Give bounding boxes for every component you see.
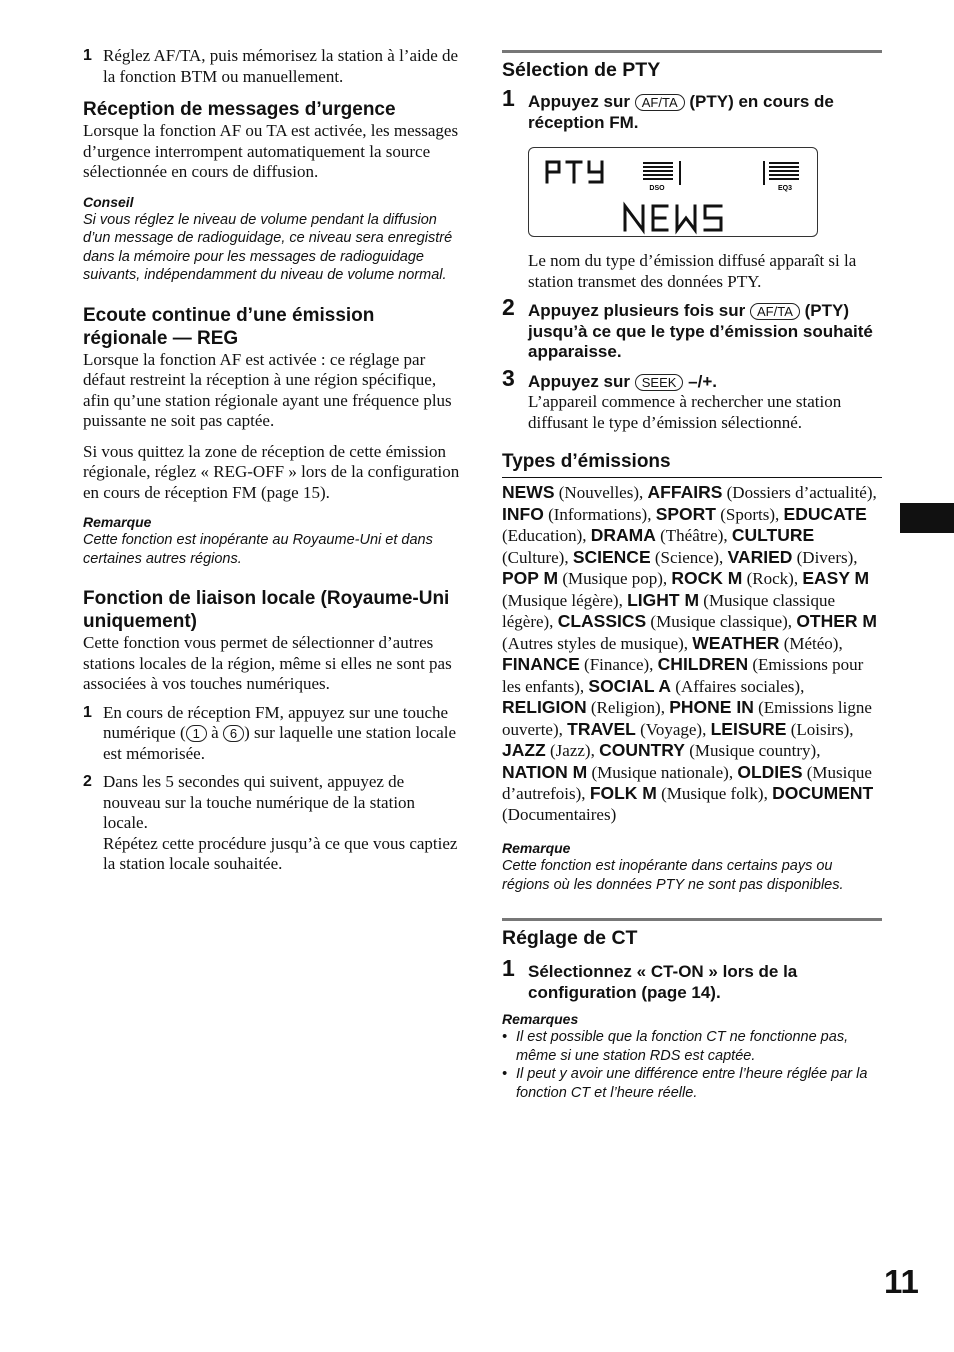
pty-type-code: RELIGION xyxy=(502,697,587,717)
bullet-text: Il peut y avoir une différence entre l’heure réglée par la fonction CT et l’heure réelle. xyxy=(516,1066,868,1101)
types-list xyxy=(502,482,882,825)
bullet-text: Il est possible que la fonction CT ne fonctionne pas, même si une station RDS est captée. xyxy=(516,1029,849,1064)
pty-section xyxy=(502,50,882,82)
types-heading-block xyxy=(502,450,882,478)
text-part: Appuyez plusieurs fois sur xyxy=(528,301,750,320)
reg-paragraph-1: Lorsque la fonction AF est activée : ce réglage par défaut restreint la réception à une région spécifique, afin qu’une station régionale ayant une fréquence plus puissante ne soit pas captée. xyxy=(83,349,452,430)
pty-type-desc: (Finance), xyxy=(579,655,658,674)
local-step-2 xyxy=(83,772,463,875)
pty-type-desc: (Nouvelles), xyxy=(554,483,648,502)
bullet-icon: • xyxy=(502,1066,508,1082)
pty-type-desc: (Emissions pour les enfants), xyxy=(502,655,864,696)
left-column xyxy=(83,46,463,875)
lcd-dso-icon xyxy=(643,161,681,185)
pty-type-code: DOCUMENT xyxy=(772,783,874,803)
step-desc: L’appareil commence à rechercher une station diffusant le type d’émission sélectionné. xyxy=(528,392,842,432)
pty-type-code: CHILDREN xyxy=(657,654,749,674)
step-text xyxy=(528,301,882,363)
pty-type-code: JAZZ xyxy=(502,740,546,760)
pty-type-desc: (Météo), xyxy=(779,633,843,653)
pty-type-code: FOLK M xyxy=(589,783,657,803)
pty-type-desc: (Dossiers d’actualité), xyxy=(722,483,877,502)
lcd-display xyxy=(528,147,818,237)
pty-type-desc: (Documentaires) xyxy=(502,804,617,824)
lcd-pty-text xyxy=(547,162,602,182)
remarques-label: Remarques xyxy=(502,1011,579,1027)
conseil-text: Si vous réglez le niveau de volume pendant la diffusion d’un message de radioguidage, ce niveau sera enregistré dans la mémoire pour les messages de radioguidage suivants, indépendamment du niveau de volume normal. xyxy=(83,211,453,283)
step-text: Dans les 5 secondes qui suivent, appuyez de nouveau sur la touche numérique de la station locale. xyxy=(103,772,416,832)
text-part: (PTY) jusqu’à ce que le type d’émission souhaité apparaisse. xyxy=(528,301,873,361)
pty-type-desc: (Musique folk), xyxy=(656,784,773,803)
pty-type-desc: (Autres styles de musique), xyxy=(502,633,693,653)
pty-type-desc: (Musique classique légère), xyxy=(502,590,836,631)
pty-type-desc: (Musique nationale), xyxy=(587,762,738,782)
pty-type-desc: (Divers), xyxy=(792,547,858,567)
remarque-label: Remarque xyxy=(502,840,571,856)
page-number: 11 xyxy=(884,1263,919,1300)
step-text-2: Répétez cette procédure jusqu’à ce que vous captiez la station locale souhaitée. xyxy=(103,833,458,873)
pty-heading: Sélection de PTY xyxy=(502,59,661,81)
pty-type-code: WEATHER xyxy=(692,632,780,653)
pty-type-desc: (Musique classique), xyxy=(646,612,797,631)
key-6-icon: 6 xyxy=(223,725,244,742)
text-part: Appuyez sur xyxy=(528,92,635,111)
step-number: 3 xyxy=(502,364,515,391)
bullet-icon: • xyxy=(502,1029,508,1045)
pty-type-code: DRAMA xyxy=(590,525,656,545)
pty-type-desc: (Musique country), xyxy=(684,741,821,760)
step-text xyxy=(528,92,882,133)
step-text: Sélectionnez « CT-ON » lors de la configuration (page 14). xyxy=(528,962,798,1002)
pty-type-desc: (Affaires sociales), xyxy=(671,676,805,696)
af-ta-key-icon: AF/TA xyxy=(750,303,800,320)
conseil-label: Conseil xyxy=(83,193,134,210)
ct-section xyxy=(502,918,882,950)
pty-type-code: NATION M xyxy=(502,761,588,782)
local-paragraph: Cette fonction vous permet de sélectionner d’autres stations locales de la région, même si elles ne sont pas associées à vos touches numériques. xyxy=(83,633,452,693)
pty-type-code: SOCIAL A xyxy=(588,675,672,696)
pty-type-desc: (Loisirs), xyxy=(786,719,854,739)
remarque-bullet-1 xyxy=(502,1028,882,1065)
ct-step-1 xyxy=(502,955,882,1003)
pty-type-code: NEWS xyxy=(502,482,555,502)
pty-type-desc: (Education), xyxy=(502,526,591,545)
text-part: ) sur laquelle une station locale est mémorisée. xyxy=(103,723,457,763)
lcd-eq3-icon xyxy=(763,161,799,185)
step-number: 2 xyxy=(83,773,92,790)
remarque-note xyxy=(83,513,463,568)
lcd-display-graphic xyxy=(529,148,817,236)
pty-step-1-desc: Le nom du type d’émission diffusé apparaît si la station transmet des données PTY. xyxy=(528,251,857,291)
lcd-dso-label: DSO xyxy=(649,185,665,192)
step-number: 1 xyxy=(83,703,92,721)
section-tab-marker xyxy=(900,503,954,533)
af-ta-key-icon: AF/TA xyxy=(635,94,685,111)
pty-type-code: SPORT xyxy=(655,503,716,524)
pty-type-desc: (Théâtre), xyxy=(655,526,732,545)
text-part: –/+. xyxy=(683,371,717,391)
step-number: 2 xyxy=(502,294,515,320)
urgence-heading: Réception de messages d’urgence xyxy=(83,99,396,120)
key-1-icon: 1 xyxy=(186,725,207,742)
local-heading: Fonction de liaison locale (Royaume-Uni uniquement) xyxy=(83,588,450,632)
pty-step-2 xyxy=(502,294,882,363)
pty-type-code: OTHER M xyxy=(796,611,878,631)
right-column xyxy=(502,50,882,1102)
step-1 xyxy=(83,46,463,87)
remarque-label: Remarque xyxy=(83,514,152,530)
pty-type-code: SCIENCE xyxy=(572,546,651,567)
types-heading: Types d’émissions xyxy=(502,451,671,472)
pty-type-code: ROCK M xyxy=(671,568,743,588)
local-step-1 xyxy=(83,703,463,765)
pty-type-desc: (Religion), xyxy=(586,698,670,717)
pty-type-desc: (Science), xyxy=(650,547,728,567)
pty-step-1 xyxy=(502,85,882,133)
lcd-news-text xyxy=(625,206,721,230)
reg-heading: Ecoute continue d’une émission régionale — REG xyxy=(83,304,375,349)
pty-step-3 xyxy=(502,364,882,434)
text-part: En cours de réception FM, appuyez sur une touche numérique ( xyxy=(103,702,449,742)
step-text xyxy=(103,703,463,765)
pty-type-desc: (Sports), xyxy=(716,504,784,524)
pty-type-code: COUNTRY xyxy=(599,740,685,760)
pty-type-desc: (Musique d’autrefois), xyxy=(502,762,872,803)
pty-type-code: VARIED xyxy=(727,546,793,567)
pty-type-code: PHONE IN xyxy=(669,697,754,717)
pty-type-desc: (Musique légère), xyxy=(502,590,628,610)
conseil-note xyxy=(83,193,463,285)
remarque-bullet-2 xyxy=(502,1065,882,1102)
pty-type-code: FINANCE xyxy=(502,654,580,674)
step-number: 1 xyxy=(502,85,515,111)
pty-type-desc: (Informations), xyxy=(543,504,656,524)
step-text: Réglez AF/TA, puis mémorisez la station à l’aide de la fonction BTM ou manuellement. xyxy=(103,46,459,86)
pty-type-desc: (Jazz), xyxy=(545,741,600,760)
ct-heading: Réglage de CT xyxy=(502,927,638,949)
text-part: (PTY) en cours de réception FM. xyxy=(528,92,834,132)
pty-type-desc: (Voyage), xyxy=(635,719,711,739)
pty-type-desc: (Rock), xyxy=(742,569,803,588)
pty-type-code: TRAVEL xyxy=(567,718,636,739)
pty-type-code: AFFAIRS xyxy=(647,482,723,502)
pty-type-code: OLDIES xyxy=(737,761,803,782)
pty-type-code: POP M xyxy=(502,568,559,588)
pty-type-code: LEISURE xyxy=(710,718,787,739)
lcd-eq3-label: EQ3 xyxy=(777,185,793,192)
urgence-paragraph: Lorsque la fonction AF ou TA est activée, les messages d’urgence interrompent automatiquement la source sélectionnée en cours de diffusion. xyxy=(83,121,459,181)
pty-type-code: LIGHT M xyxy=(627,589,700,610)
pty-type-desc: (Emissions ligne ouverte), xyxy=(502,698,872,739)
pty-type-desc: (Culture), xyxy=(502,547,573,567)
remarque-text: Cette fonction est inopérante au Royaume-Uni et dans certaines autres régions. xyxy=(83,532,433,567)
text-part: à xyxy=(206,723,223,742)
step-text xyxy=(528,372,882,393)
text-part: Appuyez sur xyxy=(528,371,635,391)
step-number: 1 xyxy=(83,47,92,64)
pty-type-code: INFO xyxy=(502,503,544,524)
remarque-text: Cette fonction est inopérante dans certains pays ou régions où les données PTY ne sont pas disponibles. xyxy=(502,858,844,893)
remarques-note xyxy=(502,1010,882,1102)
remarque-note-2 xyxy=(502,839,882,894)
step-number: 1 xyxy=(502,955,515,981)
seek-key-icon: SEEK xyxy=(635,374,684,391)
reg-paragraph-2: Si vous quittez la zone de réception de cette émission régionale, réglez « REG-OFF » lors de la configuration en cours de réception FM (page 15). xyxy=(83,441,460,502)
pty-type-code: EASY M xyxy=(802,568,870,588)
pty-type-code: CLASSICS xyxy=(557,611,647,631)
pty-type-code: EDUCATE xyxy=(783,503,867,524)
pty-type-desc: (Musique pop), xyxy=(558,569,672,588)
pty-type-code: CULTURE xyxy=(731,525,815,545)
